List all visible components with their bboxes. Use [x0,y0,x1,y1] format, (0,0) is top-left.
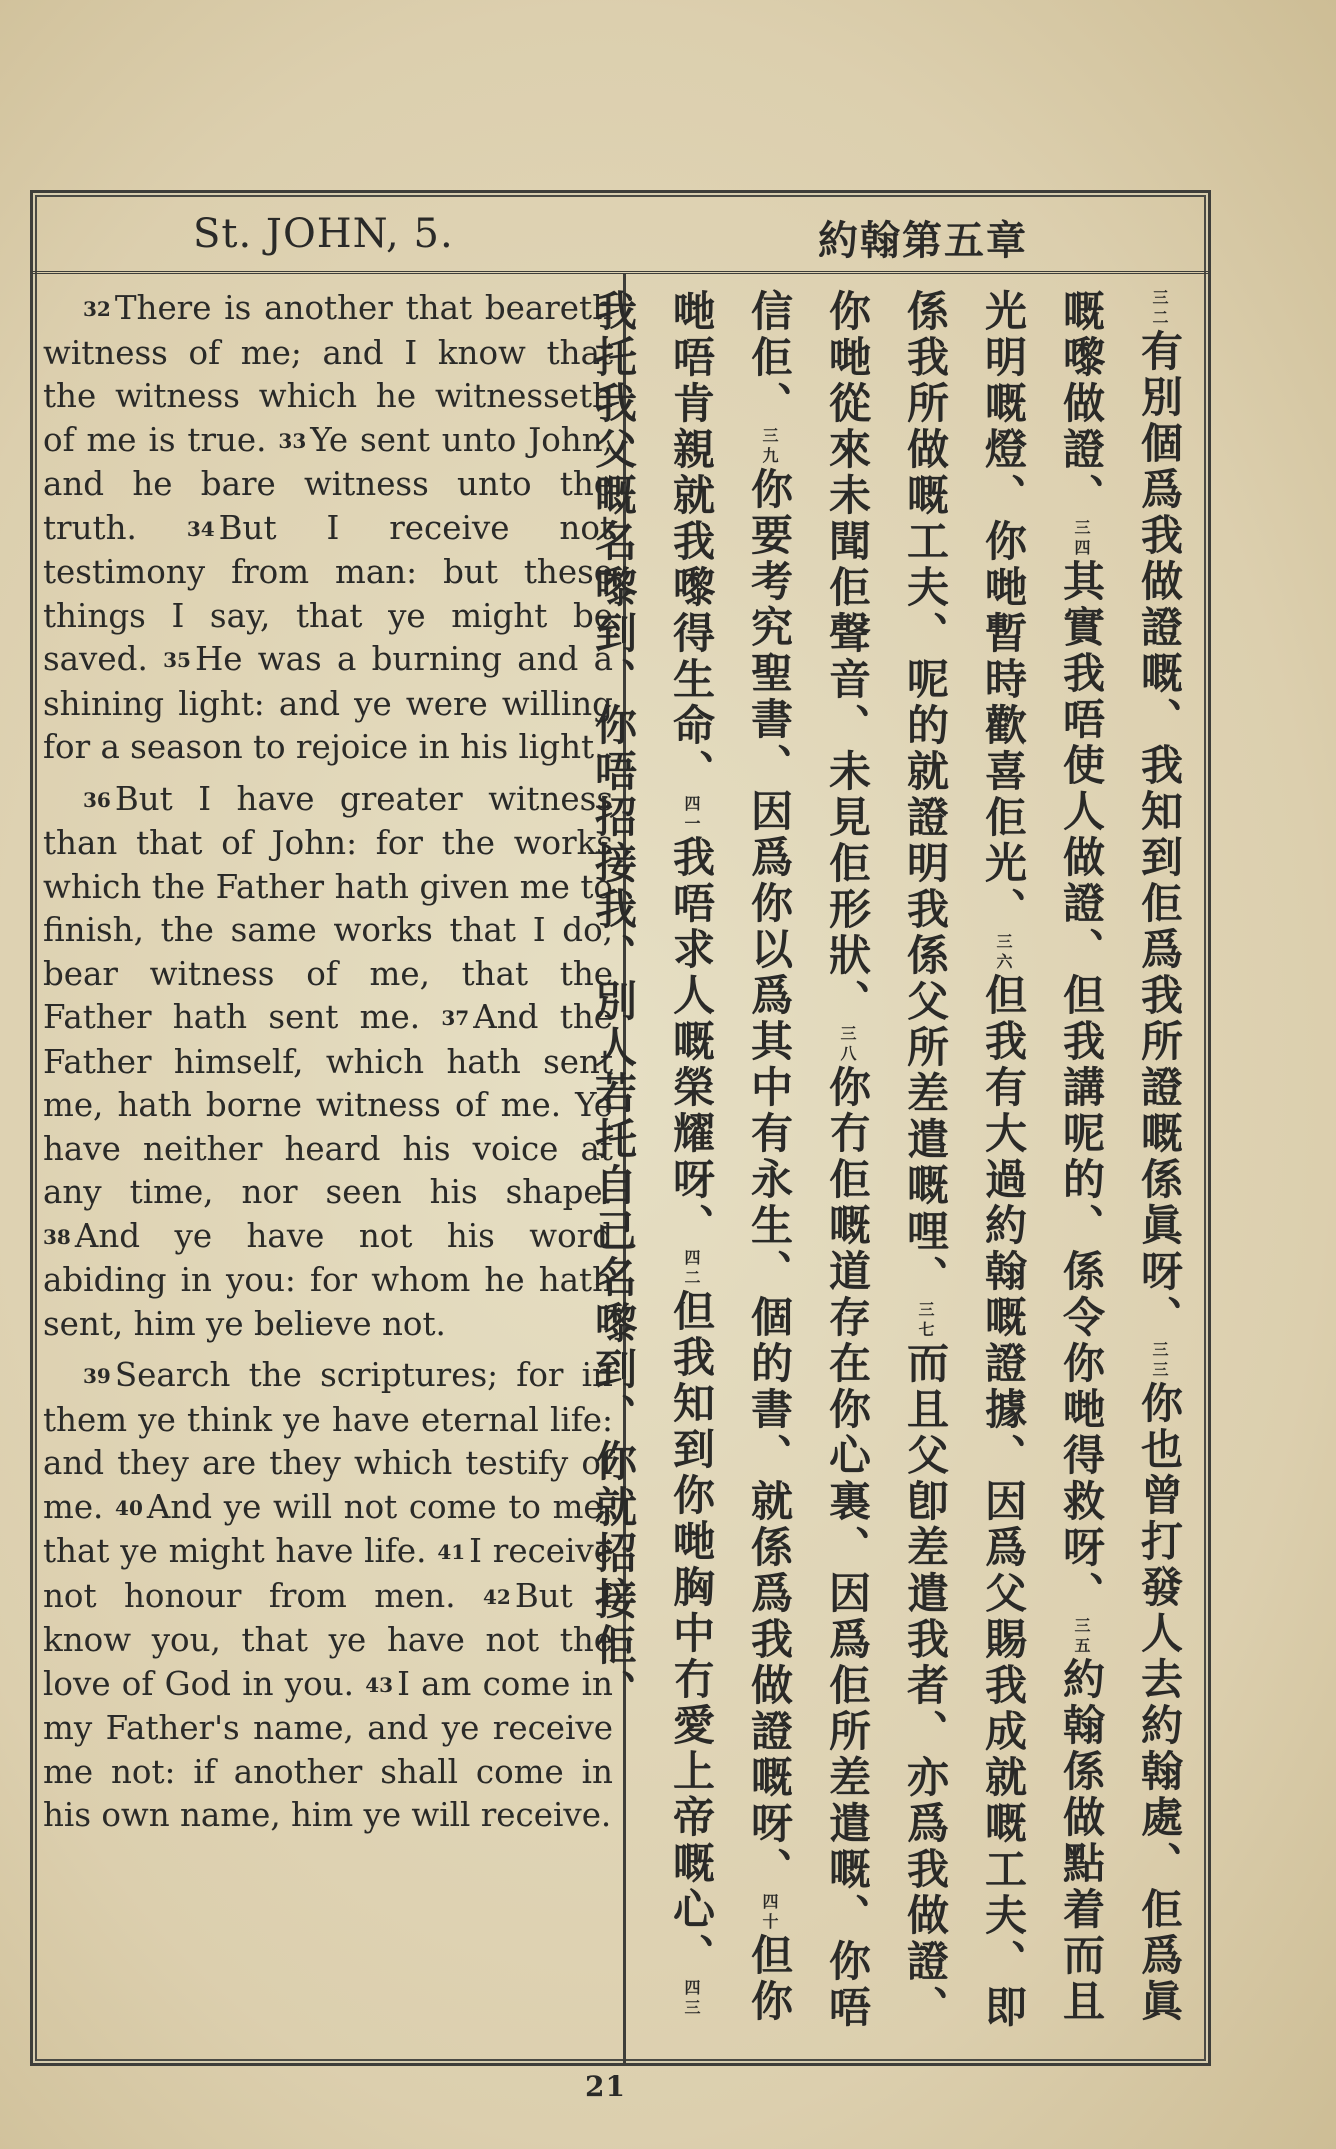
chinese-verse-text: 但我知到你哋胸中冇愛上帝嘅心、 [667,1289,716,1979]
english-paragraph [43,287,613,770]
chinese-verse-number: 三八 [838,1025,857,1065]
verse-number: 41 [437,1540,466,1564]
chinese-verse-number: 三六 [994,933,1013,973]
chinese-verse-number: 三七 [916,1301,935,1341]
verse-number: 38 [43,1224,71,1249]
chinese-verse-number: 三四 [1072,519,1091,559]
verse-number: 42 [483,1584,511,1609]
chinese-running-title: 約翰第五章 [818,218,1028,264]
chinese-verse-text: 約翰係做點着而且光明嘅燈、你哋暫時歡喜佢光、 [979,289,1106,2025]
chinese-verse-text: 你要考究聖書、因爲你以爲其中有永生、個的書、就係爲我做證嘅呀、 [745,467,794,1893]
verse-text: And ye will not come to me, that ye might have life. [43,1487,613,1570]
chinese-verse-number: 四十 [760,1893,779,1933]
verse-number: 35 [163,648,191,672]
chinese-verse-number: 四一 [682,795,701,835]
verse-text: Search the scriptures; for in them ye think ye have eternal life: and they are they which testify of me. [43,1356,613,1526]
page-number: 21 [585,2070,626,2103]
chinese-verse-text: 有別個爲我做證嘅、我知到佢爲我所證嘅係眞呀、 [1135,329,1184,1341]
verse-text: He was a burning and a shining light: and ye were willing for a season to rejoice in his light. [43,640,613,766]
chinese-verse-text: 你也曾打發人去約翰處、佢爲眞嘅嚟做證、 [1057,289,1184,2025]
verse-number: 39 [83,1364,111,1388]
verse-text: But I know you, that ye have not the love of God in you. [43,1576,613,1703]
verse-text: And ye have not his word abiding in you: for whom he hath sent, him ye believe not. [43,1216,613,1343]
chinese-verse-text: 其實我唔使人做證、但我講呢的、係令你哋得救呀、 [1057,559,1106,1617]
verse-number: 36 [83,787,111,812]
chinese-verse-number: 四三 [682,1979,701,2019]
verse-text: There is another that beareth witness of me; and I know that the witness which he witnesseth of me is true. [43,289,613,459]
chinese-verse-text: 你冇佢嘅道存在你心裏、因爲佢所差遣嘅、你唔信佢、 [745,289,872,2031]
english-running-title: St. JOHN, 5. [193,211,454,257]
chinese-verse-text: 但我有大過約翰嘅證據、因爲父賜我成就嘅工夫、即係我所做嘅工夫、呢的就證明我係父所差遣嘅哩、 [901,289,1028,2031]
chinese-text-column [589,289,1198,2039]
page-header [33,193,1208,274]
verse-text: But I receive not testimony from man: but these things I say, that ye might be saved. [43,508,613,678]
chinese-verse-number: 三二 [1150,289,1169,329]
chinese-verse-number: 三五 [1072,1617,1091,1657]
verse-text: Ye sent unto John, and he bare witness unto the truth. [43,420,613,547]
verse-number: 43 [365,1672,394,1697]
verse-text: I am come in my Father's name, and ye receive me not: if another shall come in his own name, him ye will receive. [43,1664,613,1834]
english-paragraph [43,1354,613,1838]
page-frame [30,190,1211,2066]
verse-number: 34 [186,516,215,541]
chinese-verse-text: 而且父卽差遣我者、亦爲我做證、你哋從來未聞佢聲音、未見佢形狀、 [823,289,950,2031]
chinese-verse-text: 我托我父嘅名嚟到、你唔招接我、別人若托自己名嚟到、你就招接佢、 [589,289,638,1715]
chinese-verse-text: 我唔求人嘅榮耀呀、 [667,835,716,1249]
english-text-column [43,287,613,2027]
verse-text: But I have greater witness than that of John: for the works which the Father hath given me to finish, the same works that I do, bear witness of me, that the Father hath sent me. [43,779,613,1036]
chinese-verse-number: 三三 [1150,1341,1169,1381]
chinese-verse-number: 三九 [760,427,779,467]
chinese-verse-text: 但你哋唔肯親就我嚟得生命、 [667,289,794,2025]
english-paragraph [43,778,613,1347]
verse-text: I receive not honour from men. [43,1532,613,1615]
verse-number: 33 [278,428,307,453]
verse-number: 37 [441,1006,470,1030]
verse-number: 32 [83,297,111,321]
verse-text: And the Father himself, which hath sent me, hath borne witness of me. Ye have neither heard his voice at any time, nor seen his shape. [43,998,613,1211]
verse-number: 40 [115,1495,143,1520]
chinese-verse-number: 四二 [682,1249,701,1289]
